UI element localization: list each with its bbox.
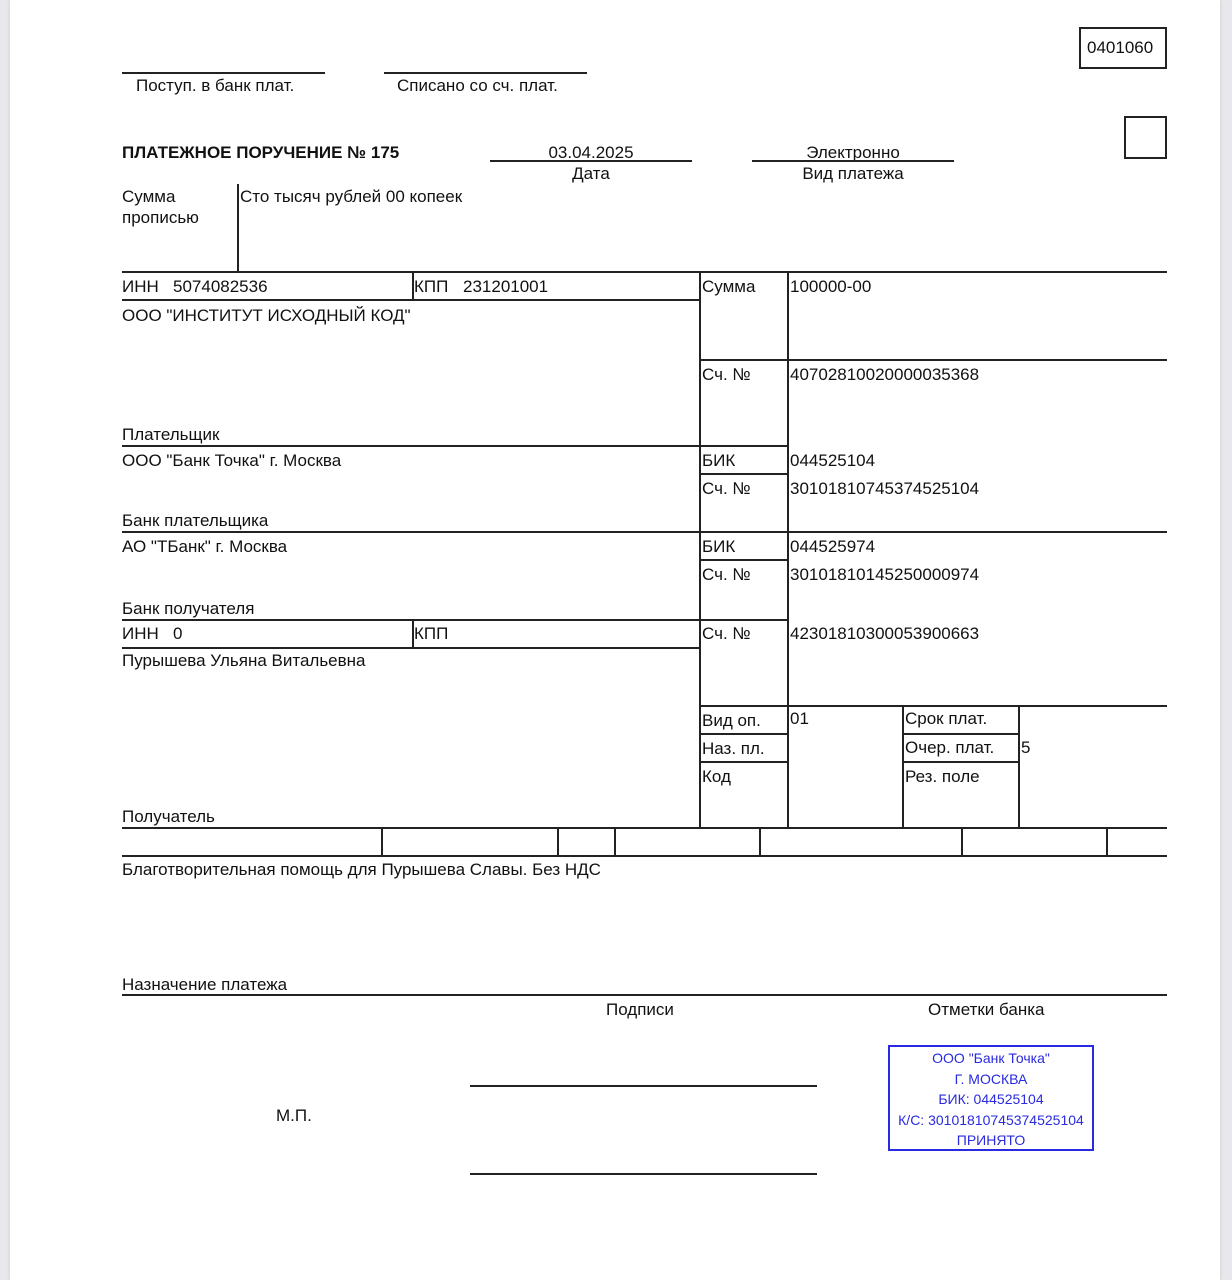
signature-line-1 — [470, 1085, 817, 1087]
payer-section-label: Плательщик — [122, 425, 220, 444]
date-label: Дата — [572, 164, 610, 183]
stamp-bank-name: ООО "Банк Точка" — [932, 1050, 1050, 1066]
amount-words-value: Сто тысяч рублей 00 копеек — [240, 187, 463, 206]
amount-value: 100000-00 — [790, 277, 872, 296]
amount-label: Сумма — [702, 277, 756, 296]
purpose-text: Благотворительная помощь для Пурышева Славы. Без НДС — [122, 860, 601, 879]
grid-line — [122, 445, 788, 447]
grid-line — [902, 705, 904, 828]
op-type-value: 01 — [790, 709, 809, 728]
stamp-city: Г. МОСКВА — [954, 1070, 1028, 1087]
priority-value: 5 — [1021, 738, 1031, 757]
stamp-bik: БИК: 044525104 — [938, 1091, 1044, 1108]
payment-order-page — [10, 0, 1220, 1280]
purpose-line — [122, 994, 1167, 996]
purpose-code-label: Наз. пл. — [702, 739, 765, 758]
signatures-label: Подписи — [606, 1000, 674, 1019]
stamp-corr-account: К/С: 30101810745374525104 — [898, 1111, 1084, 1128]
op-type-label: Вид оп. — [702, 711, 761, 730]
payer-bank-account-label: Сч. № — [702, 479, 751, 498]
payer-kpp-value: 231201001 — [463, 277, 549, 296]
payee-kpp-label: КПП — [414, 624, 449, 643]
stamp-status: ПРИНЯТО — [956, 1132, 1026, 1149]
payee-name: Пурышева Ульяна Витальевна — [122, 651, 366, 670]
payee-bank-account-value: 30101810145250000974 — [790, 565, 980, 584]
priority-label: Очер. плат. — [905, 738, 995, 757]
payment-type-line — [752, 160, 954, 162]
debited-label: Списано со сч. плат. — [397, 76, 558, 95]
payment-type-value: Электронно — [806, 143, 900, 162]
payee-account-value: 42301810300053900663 — [790, 624, 980, 643]
grid-line — [122, 271, 1167, 273]
grid-line — [902, 761, 1019, 763]
grid-line — [122, 647, 700, 649]
grid-line — [700, 559, 788, 561]
bank-marks-label: Отметки банка — [928, 1000, 1045, 1019]
grid-line — [902, 733, 1019, 735]
payee-account-label: Сч. № — [702, 624, 751, 643]
grid-line — [700, 705, 1167, 707]
reserve-label: Рез. поле — [905, 767, 980, 786]
payer-inn-label: ИНН — [122, 277, 159, 296]
form-code: 0401060 — [1087, 38, 1154, 57]
grid-line — [122, 855, 1167, 857]
payee-bank-name: АО "ТБанк" г. Москва — [122, 537, 288, 556]
bank-stamp — [888, 1045, 1094, 1151]
grid-line — [122, 531, 1167, 533]
payer-bank-section-label: Банк плательщика — [122, 511, 269, 530]
payee-bank-bik-label: БИК — [702, 537, 736, 556]
payer-bank-bik-label: БИК — [702, 451, 736, 470]
grid-line — [787, 271, 789, 828]
grid-line — [700, 359, 1167, 361]
payer-account-label: Сч. № — [702, 365, 751, 384]
grid-line — [122, 619, 788, 621]
due-label: Срок плат. — [905, 709, 988, 728]
grid-line — [700, 733, 788, 735]
payee-bank-section-label: Банк получателя — [122, 599, 255, 618]
amount-words-divider — [237, 184, 239, 272]
grid-line — [1018, 705, 1020, 828]
payee-bank-account-label: Сч. № — [702, 565, 751, 584]
signature-line-2 — [470, 1173, 817, 1175]
tax-field-divider — [961, 827, 963, 856]
grid-line — [122, 827, 1167, 829]
payer-kpp-label: КПП — [414, 277, 449, 296]
payer-bank-bik-value: 044525104 — [790, 451, 876, 470]
received-label: Поступ. в банк плат. — [136, 76, 295, 95]
amount-words-label-2: прописью — [122, 208, 199, 227]
code-label: Код — [702, 767, 731, 786]
payer-name: ООО "ИНСТИТУТ ИСХОДНЫЙ КОД" — [122, 306, 411, 325]
debited-line — [384, 72, 587, 74]
tax-field-divider — [381, 827, 383, 856]
grid-line — [122, 299, 700, 301]
grid-line — [700, 761, 788, 763]
tax-field-divider — [557, 827, 559, 856]
grid-line — [700, 473, 788, 475]
grid-line — [699, 271, 701, 828]
payer-account-value: 40702810020000035368 — [790, 365, 980, 384]
payee-bank-bik-value: 044525974 — [790, 537, 876, 556]
payee-inn-label: ИНН — [122, 624, 159, 643]
tax-field-divider — [1106, 827, 1108, 856]
empty-code-box — [1124, 116, 1167, 159]
document-title: ПЛАТЕЖНОЕ ПОРУЧЕНИЕ № 175 — [122, 143, 400, 162]
payer-bank-account-value: 30101810745374525104 — [790, 479, 980, 498]
date-value: 03.04.2025 — [548, 143, 634, 162]
payer-inn-value: 5074082536 — [173, 277, 268, 296]
payer-bank-name: ООО "Банк Точка" г. Москва — [122, 451, 342, 470]
form-code-box — [1079, 27, 1167, 69]
purpose-label: Назначение платежа — [122, 975, 288, 994]
received-line — [122, 72, 325, 74]
payment-type-label: Вид платежа — [802, 164, 904, 183]
tax-field-divider — [759, 827, 761, 856]
date-line — [490, 160, 692, 162]
payee-section-label: Получатель — [122, 807, 215, 826]
payee-inn-value: 0 — [173, 624, 183, 643]
tax-field-divider — [614, 827, 616, 856]
stamp-place-label: М.П. — [276, 1106, 312, 1125]
amount-words-label-1: Сумма — [122, 187, 176, 206]
